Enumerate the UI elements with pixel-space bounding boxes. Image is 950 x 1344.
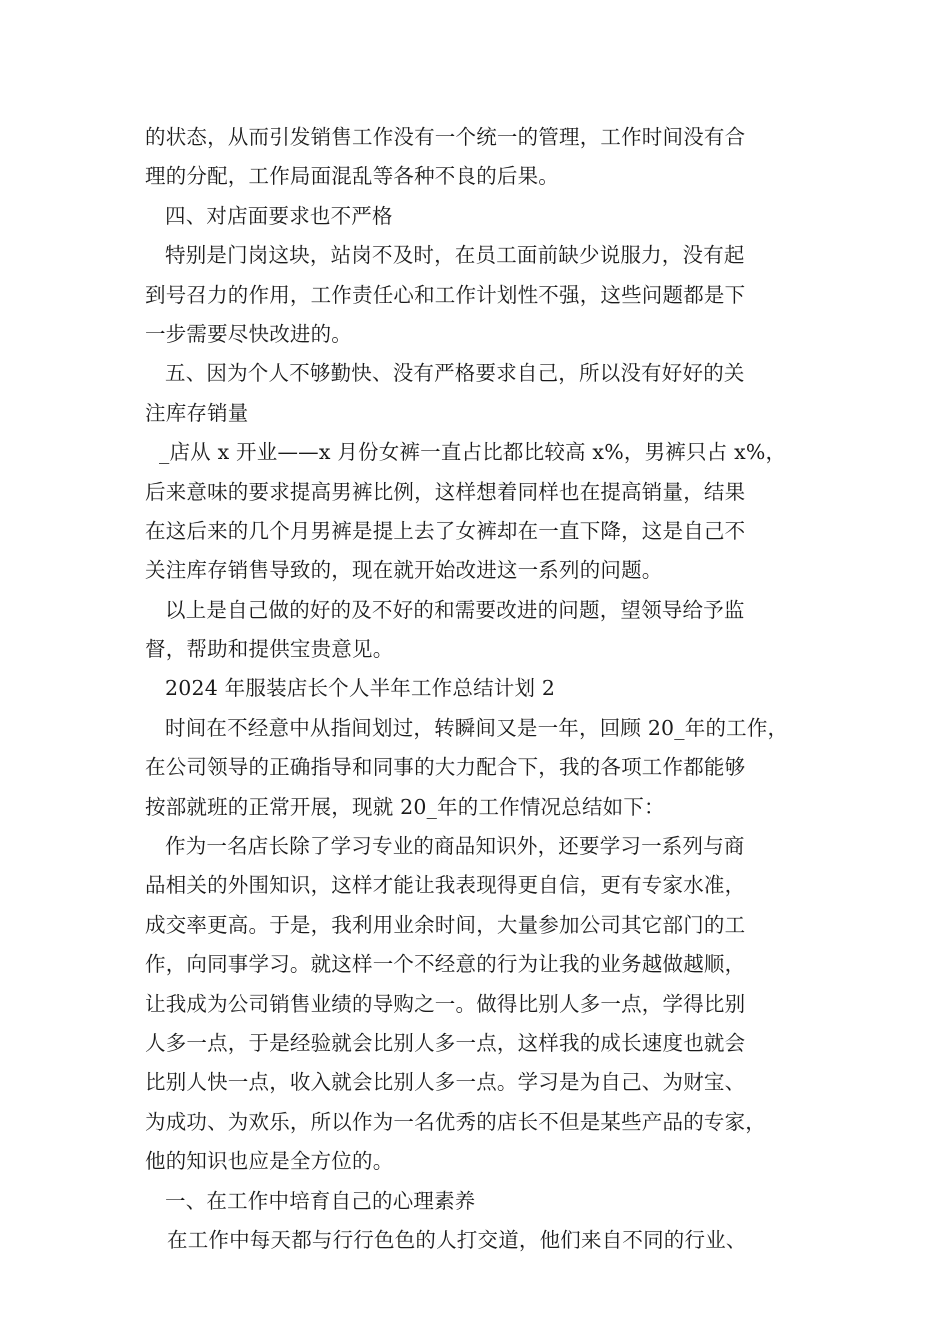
text-line: 特别是门岗这块，站岗不及时，在员工面前缺少说服力，没有起: [165, 243, 745, 268]
text-line: 时间在不经意中从指间划过，转瞬间又是一年，回顾 20_年的工作，: [165, 715, 789, 740]
text-line: 他的知识也应是全方位的。: [145, 1149, 394, 1174]
text-line: 作，向同事学习。就这样一个不经意的行为让我的业务越做越顺，: [145, 952, 746, 977]
text-line: 在公司领导的正确指导和同事的大力配合下，我的各项工作都能够: [145, 755, 746, 780]
document-subtitle: 2024 年服装店长个人半年工作总结计划 2: [165, 676, 556, 701]
text-line: 注库存销量: [145, 400, 249, 425]
text-line: 在这后来的几个月男裤是提上去了女裤却在一直下降，这是自己不: [145, 518, 746, 543]
text-line: 人多一点，于是经验就会比别人多一点，这样我的成长速度也就会: [145, 1030, 746, 1055]
section-heading: 一、在工作中培育自己的心理素养: [165, 1188, 476, 1213]
text-line: 比别人快一点，收入就会比别人多一点。学习是为自己、为财宝、: [145, 1070, 746, 1095]
text-line: 的状态，从而引发销售工作没有一个统一的管理，工作时间没有合: [145, 125, 746, 149]
section-heading: 四、对店面要求也不严格: [165, 203, 393, 228]
text-line: _店从 x 开业——x 月份女裤一直占比都比较高 x%，男裤只占 x%，: [159, 440, 787, 465]
section-heading: 五、因为个人不够勤快、没有严格要求自己，所以没有好好的关: [165, 361, 745, 386]
text-line: 关注库存销售导致的，现在就开始改进这一系列的问题。: [145, 558, 663, 583]
text-line: 品相关的外围知识，这样才能让我表现得更自信，更有专家水准，: [145, 873, 746, 898]
text-line: 督，帮助和提供宝贵意见。: [145, 637, 394, 662]
text-line: 在工作中每天都与行行色色的人打交道，他们来自不同的行业、: [167, 1227, 747, 1252]
text-line: 成交率更高。于是，我利用业余时间，大量参加公司其它部门的工: [145, 912, 746, 937]
document-body: [145, 118, 825, 1260]
text-line: 后来意味的要求提高男裤比例，这样想着同样也在提高销量，结果: [145, 479, 746, 504]
text-line: 按部就班的正常开展，现就 20_年的工作情况总结如下：: [145, 794, 665, 819]
text-line: 一步需要尽快改进的。: [145, 321, 352, 346]
text-line: 为成功、为欢乐，所以作为一名优秀的店长不但是某些产品的专家，: [145, 1109, 766, 1134]
text-line: 理的分配，工作局面混乱等各种不良的后果。: [145, 164, 559, 189]
text-line: 以上是自己做的好的及不好的和需要改进的问题，望领导给予监: [165, 597, 745, 622]
text-line: 作为一名店长除了学习专业的商品知识外，还要学习一系列与商: [165, 834, 745, 859]
text-line: 让我成为公司销售业绩的导购之一。做得比别人多一点，学得比别: [145, 991, 746, 1016]
text-line: 到号召力的作用，工作责任心和工作计划性不强，这些问题都是下: [145, 282, 746, 307]
